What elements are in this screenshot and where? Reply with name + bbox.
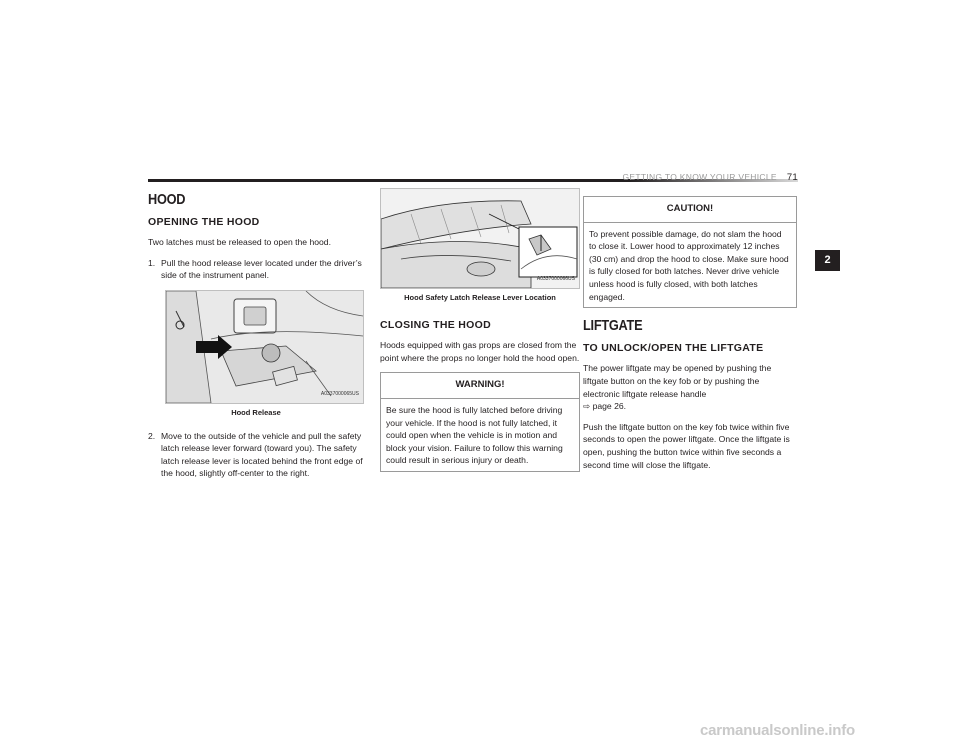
liftgate-heading: LIFTGATE — [583, 317, 643, 335]
opening-hood-subheading: OPENING THE HOOD — [148, 215, 260, 228]
step-number: 1. — [148, 257, 156, 268]
step-1 — [148, 257, 364, 282]
hood-release-illustration — [166, 291, 363, 403]
step-text: Pull the hood release lever located under the driver’s side of the instrument panel. — [161, 257, 362, 281]
intro-paragraph: Two latches must be released to open the hood. — [148, 237, 331, 248]
warning-box — [380, 372, 580, 472]
step-number: 2. — [148, 430, 156, 441]
warning-text: Be sure the hood is fully latched before driving your vehicle. If the hood is not fully latched, it could open when the vehicle is in motion and block your vision. Failure to follow this warning could result in serious injury or death. — [386, 404, 563, 466]
column-2 — [380, 190, 580, 472]
running-head — [620, 172, 798, 183]
closing-hood-subheading: CLOSING THE HOOD — [380, 318, 491, 331]
figure-code: A0337000065US — [320, 391, 359, 398]
chapter-tab[interactable]: 2 — [815, 250, 840, 271]
page-reference-link[interactable] — [583, 401, 626, 411]
step-2 — [148, 430, 364, 480]
step-text: Move to the outside of the vehicle and pull the safety latch release lever forward (toward you). The safety latch release lever is located behind the front edge of the hood, slightly off-center to the right. — [161, 430, 363, 479]
hood-release-figure — [165, 290, 364, 404]
watermark: carmanualsonline.info — [700, 722, 855, 739]
warning-title: WARNING! — [381, 373, 579, 399]
header-rule — [148, 179, 630, 182]
liftgate-paragraph-1-text: The power liftgate may be opened by pushing the liftgate button on the key fob or by pushing the electronic liftgate release handle — [583, 363, 772, 399]
unlock-liftgate-subheading: TO UNLOCK/OPEN THE LIFTGATE — [583, 341, 764, 354]
hood-heading: HOOD — [148, 191, 186, 208]
figure-caption: Hood Release — [231, 407, 281, 417]
caution-title: CAUTION! — [584, 197, 796, 223]
liftgate-paragraph-2: Push the liftgate button on the key fob twice within five seconds to open the power liftgate. Once the liftgate is open, pushing the button twice within five seconds a second time will close the liftgate. — [583, 421, 790, 470]
page-number: 71 — [786, 172, 798, 183]
caution-text: To prevent possible damage, do not slam the hood to close it. Lower hood to approximately 12 inches (30 cm) and drop the hood to close. Make sure hood is fully closed for both latches. Never drive vehicle unless hood is fully closed, with both latches engaged. — [589, 228, 789, 302]
caution-box — [583, 196, 797, 308]
column-1 — [148, 190, 364, 488]
page-reference-arrow-icon: ⇨ — [583, 401, 593, 412]
liftgate-paragraph-1 — [583, 362, 797, 412]
column-3 — [583, 190, 797, 479]
closing-paragraph: Hoods equipped with gas props are closed from the point where the props no longer hold the hood open. — [380, 340, 580, 363]
section-title: GETTING TO KNOW YOUR VEHICLE — [622, 172, 777, 182]
safety-latch-figure — [380, 188, 580, 289]
figure-caption: Hood Safety Latch Release Lever Location — [404, 293, 556, 302]
page-reference-text: page 26. — [592, 401, 627, 412]
figure-code: A0337000066US — [536, 276, 575, 283]
